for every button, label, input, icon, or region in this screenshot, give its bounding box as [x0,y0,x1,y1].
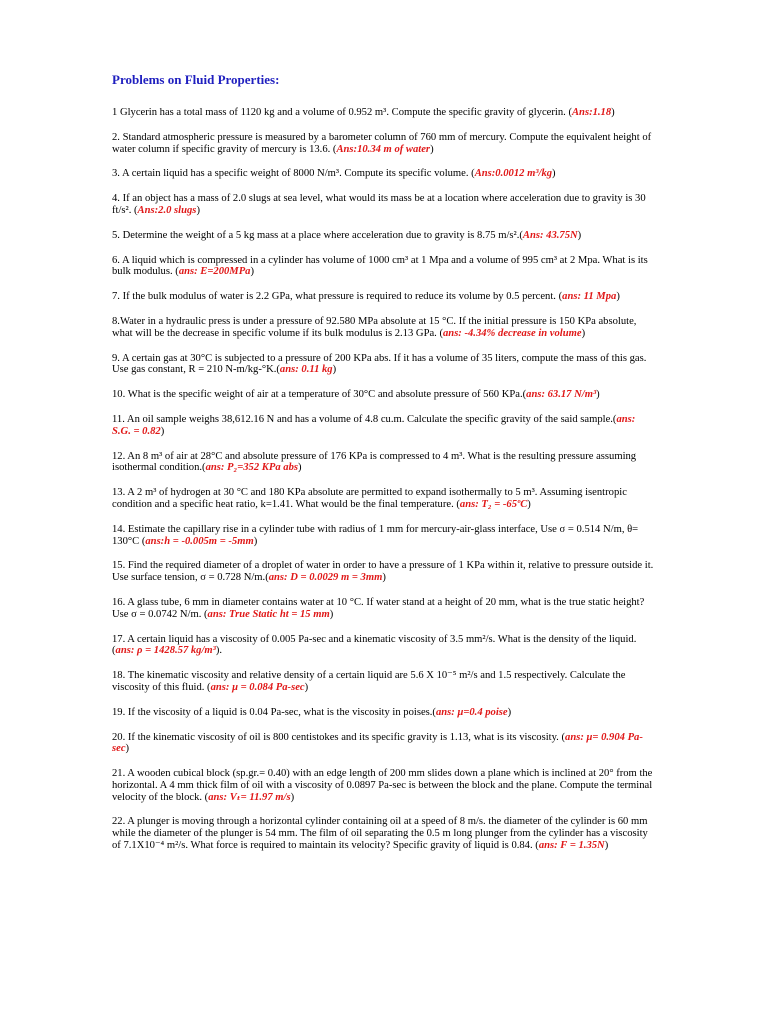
problem-tail: ) [304,681,309,693]
problem-item [112,353,656,377]
problem-item [112,524,656,548]
problem-text: 12. An 8 m³ of air at 28°C and absolute pressure of 176 KPa is compressed to 4 m³. What is the resulting pressure assuming isothermal condition.( [112,450,637,474]
problem-text: 6. A liquid which is compressed in a cylinder has volume of 1000 cm³ at 1 Mpa and a volume of 995 cm³ at 2 Mpa. What is its bulk modulus. ( [112,254,648,278]
problem-item [112,707,656,719]
problem-list [112,107,656,852]
problem-tail: ) [430,143,434,155]
problem-item [112,634,656,658]
problem-text: 8.Water in a hydraulic press is under a pressure of 92.580 MPa absolute at 15 °C. If the initial pressure is 150 KPa absolute, what will be the decrease in specific volume if its bulk modulus is 2.13 GPa. ( [112,315,637,339]
problem-text: 9. A certain gas at 30°C is subjected to a pressure of 200 KPa abs. If it has a volume of 35 liters, compute the mass of this gas. Use gas constant, R = 210 N-m/kg-°K.( [112,352,647,376]
problem-tail: ) [329,608,334,620]
page-title: Problems on Fluid Properties: [112,72,280,87]
problem-text: 11. An oil sample weighs 38,612.16 N and has a volume of 4.8 cu.m. Calculate the specific gravity of the said sample.( [112,413,617,425]
problem-item [112,597,656,621]
problem-tail: ) [616,291,620,303]
problem-text: 7. If the bulk modulus of water is 2.2 GPa, what pressure is required to reduce its volume by 0.5 percent. ( [112,291,563,303]
answer-text: ans: S.G. = 0.82 [112,413,636,437]
document-page [112,72,656,865]
answer-text: ans: F = 1.35N [538,840,605,852]
answer-text: ans: μ= 0.904 Pa-sec [112,731,643,755]
problem-tail: ) [604,840,609,852]
problem-text: 4. If an object has a mass of 2.0 slugs at sea level, what would its mass be at a location where acceleration due to gravity is 30 ft/s². ( [112,193,646,216]
problem-item [112,389,656,401]
problem-text: 5. Determine the weight of a 5 kg mass at a place where acceleration due to gravity is 8.75 m/s².( [112,229,523,241]
answer-text: ans: μ=0.4 poise [435,706,508,718]
answer-text: ans: 11 Mpa [562,291,617,303]
problem-item [112,255,656,279]
problem-item [112,107,656,119]
problem-item [112,230,656,242]
answer-text: ans: ρ = 1428.57 kg/m³ [115,645,216,657]
problem-tail: ) [160,425,165,437]
problem-text: 15. Find the required diameter of a droplet of water in order to have a pressure of 1 KPa within it, relative to pressure outside it. Use surface tension, σ = 0.728 N/m.( [112,560,654,584]
answer-text: ans: D = 0.0029 m = 3mm [268,572,383,584]
problem-tail: ) [611,107,615,118]
answer-text: Ans:10.34 m of water [336,143,431,155]
problem-text: 22. A plunger is moving through a horizontal cylinder containing oil at a speed of 8 m/s. the diameter of the cylinder is 60 mm while the diameter of the plunger is 54 mm. The film of oil separating the 0.5 m long plunger from the cylinder has a viscosity of 7.1X10⁻⁴ m²/s. What force is required to maintain its velocity? Specific gravity of liquid is 0.84. ( [112,816,648,852]
problem-tail: ) [298,462,302,474]
problem-text: 10. What is the specific weight of air at a temperature of 30°C and absolute pressure of 560 KPa.( [112,389,527,401]
problem-item [112,732,656,756]
problem-tail: ) [290,791,295,803]
problem-item [112,291,656,303]
problem-tail: ) [596,389,600,401]
answer-text: ans: 0.11 kg [279,364,333,376]
answer-text: ans: μ = 0.084 Pa-sec [210,681,305,693]
problem-item [112,316,656,340]
answer-text: ans: Vₜ= 11.97 m/s [208,791,291,803]
problem-text: 14. Estimate the capillary rise in a cylinder tube with radius of 1 mm for mercury-air-glass interface, Use σ = 0.514 N/m, θ= 130°C ( [112,523,639,547]
problem-tail: ) [250,266,255,278]
answer-text: ans: E=200MPa [178,266,251,278]
problem-item [112,451,656,475]
problem-tail: ) [507,706,512,718]
problem-item [112,132,656,156]
answer-text: Ans:1.18 [571,107,612,118]
problem-text: 18. The kinematic viscosity and relative density of a certain liquid are 5.6 X 10⁻⁵ m²/s and 1.5 respectively. Calculate the viscosity of this fluid. ( [112,670,626,693]
problem-tail: ) [196,204,200,216]
problem-text: 2. Standard atmospheric pressure is measured by a barometer column of 760 mm of mercury. Compute the equivalent height of water column if specific gravity of mercury is 13.6. ( [112,131,652,155]
problem-text: 21. A wooden cubical block (sp.gr.= 0.40) with an edge length of 200 mm slides down a plane which is inclined at 20° from the horizontal. A 4 mm thick film of oil with a viscosity of 0.0897 Pa-sec is between the block and the plane. Compute the terminal velocity of the block. ( [112,768,653,803]
problem-tail: ) [527,498,531,510]
problem-item [112,168,656,180]
answer-text: ans: P₂=352 KPa abs [205,462,298,474]
problem-text: 13. A 2 m³ of hydrogen at 30 °C and 180 KPa absolute are permitted to expand isothermally to 5 m³. Assuming isentropic condition and a specific heat ratio, k=1.41. What would be the final temperature. ( [112,487,627,510]
problem-text: 19. If the viscosity of a liquid is 0.04 Pa-sec, what is the viscosity in poises.( [112,706,436,718]
answer-text: ans: -4.34% decrease in volume [443,327,582,339]
problem-item [112,670,656,694]
problem-item [112,414,656,438]
problem-tail: ) [253,535,258,547]
problem-tail: ) [552,168,556,180]
answer-text: Ans:2.0 slugs [137,204,197,216]
problem-item [112,193,656,217]
problem-tail: ). [215,645,223,657]
answer-text: ans: 63.17 N/m³ [526,389,597,401]
problem-tail: ) [125,743,130,755]
problem-tail: ) [382,572,386,584]
problem-text: 16. A glass tube, 6 mm in diameter contains water at 10 °C. If water stand at a height of 20 mm, what is the true static height? Use σ = 0.0742 N/m. ( [112,596,645,620]
problem-text: 20. If the kinematic viscosity of oil is 800 centistokes and its specific gravity is 1.13, what is its viscosity. ( [112,731,566,743]
answer-text: ans: T₂ = -65ºC [459,498,528,510]
problem-tail: ) [577,229,582,241]
problem-item [112,816,656,851]
problem-tail: ) [332,364,337,376]
answer-text: Ans: 43.75N [522,229,578,241]
problem-item [112,487,656,511]
answer-text: ans:h = -0.005m = -5mm [145,535,254,547]
problem-text: 17. A certain liquid has a viscosity of 0.005 Pa-sec and a kinematic viscosity of 3.5 mm²/s. What is the density of the liquid. ( [112,633,637,657]
problem-item [112,768,656,803]
problem-tail: ) [581,327,586,339]
answer-text: Ans:0.0012 m³/kg [474,168,553,180]
problem-item [112,560,656,584]
answer-text: ans: True Static ht = 15 mm [207,608,330,620]
problem-text: 1 Glycerin has a total mass of 1120 kg and a volume of 0.952 m³. Compute the specific gravity of glycerin. ( [112,107,572,118]
problem-text: 3. A certain liquid has a specific weight of 8000 N/m³. Compute its specific volume. ( [112,168,475,180]
